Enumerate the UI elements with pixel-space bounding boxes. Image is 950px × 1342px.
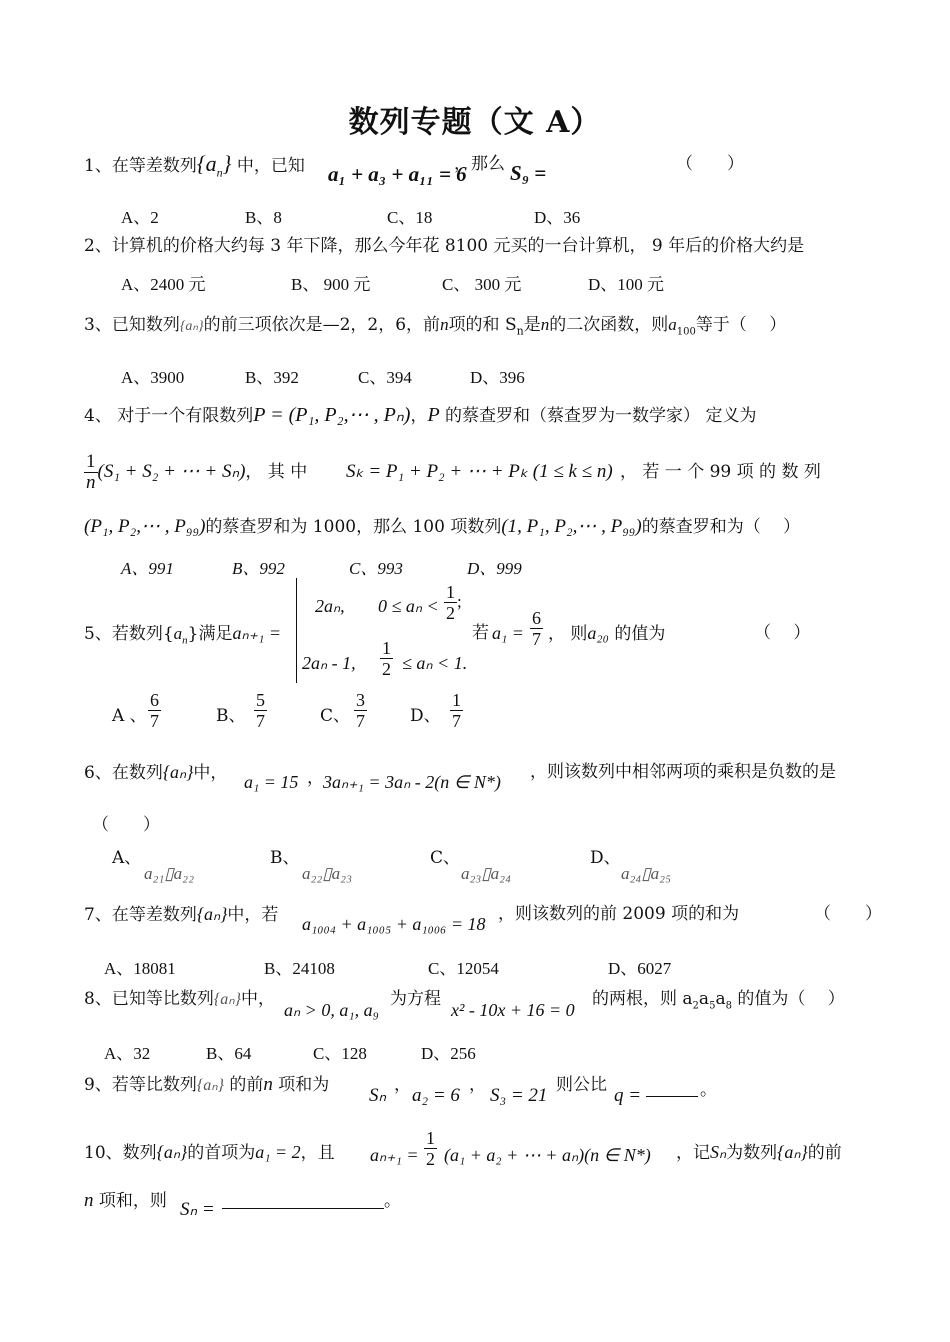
q8-option-b: B、64 [206,1044,252,1063]
q10-stem-d: ，记 [676,1143,710,1163]
q9-stem-c: 项和为 [272,1075,330,1095]
q1-seq-sub: n [216,165,223,180]
question-3 [84,313,786,344]
q5-option-c-frac [354,690,367,731]
q8-a-end: a [715,989,726,1009]
q6-option-b-expr: a₂₂▯a₂₃ [302,864,352,883]
q8-stem-d: 的两根，则 a [592,989,693,1009]
q10-tail [676,1140,842,1165]
q5-a20: a₂₀ [587,623,609,643]
q4-line1-b: ， [410,406,428,426]
q4-line2-sum: (S₁ + S₂ + ⋯ + Sₙ) [97,461,246,482]
q8-condition: aₙ > 0, a₁, a₉ [284,1000,379,1020]
q2-option-d: D、100 元 [588,275,665,294]
page-title: 数列专题（文 A） [348,105,602,140]
q5-half-frac-2 [380,638,393,679]
q5-stem-a: 5、若数列{ [84,624,174,644]
q4-line3-seq2: (1, P₁, P₂,⋯ , P₉₉) [501,516,642,537]
q5-answer-paren: （ ） [754,623,811,643]
q5-half-den-1: 2 [446,603,455,623]
q5-stem-d-text: ， 则 [548,624,588,644]
q6-stem-b: 中， [193,763,228,783]
q5-half-num-2: 1 [382,638,391,658]
q2-option-b: B、 900 元 [291,275,371,294]
q1-mid: 中，已知 [231,156,305,176]
q9-stem-a: 9、若等比数列 [84,1075,197,1095]
q3-option-d: D、396 [470,368,525,387]
q8-stem-b: 中， [241,989,275,1009]
q9-end: 。 [700,1080,717,1100]
q10-half-frac [424,1128,437,1169]
q10-seq: {aₙ} [156,1142,188,1162]
q7-option-d: D、6027 [608,959,672,978]
q8-equation: x² - 10x + 16 = 0 [451,1000,575,1020]
q10-a1: a₁ = 2 [255,1142,301,1162]
q8-sub-8: 8 [725,1000,732,1012]
q1-option-a: A、2 [121,208,159,227]
q5-option-d-num: 1 [452,690,461,710]
q2-option-a: A、2400 元 [121,275,206,294]
q5-option-a-num: 6 [150,690,159,710]
q4-line1-c: 的蔡查罗和（蔡查罗为一数学家） 定义为 [439,406,757,426]
q5-option-a-label: A 、 [112,706,147,726]
q5-case-1-cond: 0 ≤ aₙ < [378,596,439,616]
q5-option-d: D、 [410,706,441,726]
q5-case-2: 2aₙ - 1, [302,653,356,673]
q1-seq-end: } [222,151,232,176]
q5-option-d-frac-inner [450,690,463,731]
q5-an: a [173,624,183,643]
q10-lhs: aₙ₊₁ = [370,1145,419,1165]
q8-option-c: C、128 [313,1044,367,1063]
q5-option-a-frac-inner [148,690,161,731]
q8-tail [592,987,845,1018]
q5-option-b-den: 7 [256,711,265,731]
question-2: 2、计算机的价格大约每 3 年下降，那么今年花 8100 元买的一台计算机， 9 年后的价格大约是 [84,236,805,256]
q10-rhs: (a₁ + a₂ + ⋯ + aₙ)(n ∈ N*) [444,1145,651,1165]
q8-stem-e: 的值为（ ） [731,989,845,1009]
q10-stem-a: 10、数列 [84,1143,157,1163]
q6-option-c-label: C、 [430,848,461,868]
q5-stem-d [548,621,665,646]
q10-half [424,1128,437,1169]
q9-stem-d: 则公比 [556,1075,607,1095]
q6-stem-a: 6、在数列 [84,763,163,783]
q6-option-a-label: A、 [112,848,142,868]
q9-a2: a₂ = 6 [412,1085,460,1106]
q3-option-b: B、392 [245,368,299,387]
q3-stem-d: 是 [523,315,541,335]
q5-a1-num: 6 [532,608,541,628]
q10-line2-a: 项和，则 [93,1191,167,1211]
q1-mid2: ，那么 [454,154,505,174]
question-7 [84,902,278,927]
q7-option-a: A、18081 [104,959,176,978]
q7-condition: a₁₀₀₄ + a₁₀₀₅ + a₁₀₀₆ = 18 [302,914,486,934]
q5-option-b-frac [254,690,267,731]
q3-n2: n [540,315,550,334]
q8-option-a: A、32 [104,1044,151,1063]
q9-sn: Sₙ [369,1085,387,1106]
q5-semicolon: ; [457,592,462,611]
q6-cond-1: a₁ = 15 [244,772,299,792]
q3-seq: {aₙ} [179,319,204,334]
q4-line1-P2: P [427,404,440,426]
q1-option-d: D、36 [534,208,581,227]
q9-answer-blank[interactable] [646,1084,698,1108]
q5-option-c-den: 7 [356,711,365,731]
q4-frac-den: n [86,472,96,493]
question-8 [84,987,275,1012]
q3-stem-e: 的二次函数，则 [549,315,669,335]
q5-case-1: 2aₙ, [315,596,345,616]
q4-frac-num: 1 [86,451,96,472]
q4-line2-a: ， 其 中 [245,462,308,482]
q7-option-b: B、24108 [264,959,335,978]
q1-seq-a: {a [196,151,217,176]
q7-seq: {aₙ} [196,904,228,924]
q10-end: 。 [384,1191,401,1211]
q10-stem-e: 为数列 [726,1143,778,1163]
q2-option-c: C、 300 元 [442,275,522,294]
q5-case-2-cond: ≤ aₙ < 1. [402,653,468,673]
q5-half-den-2: 2 [382,659,391,679]
q10-sn: Sₙ [710,1142,727,1162]
q5-half-frac-1 [444,582,457,623]
q3-a100: a [668,315,677,334]
q10-stem-b: 的首项为 [187,1143,256,1163]
q5-option-c: C、 [320,706,351,726]
q5-stem-e: 的值为 [608,624,666,644]
q10-seq2: {aₙ} [777,1142,808,1162]
q6-option-c-expr: a₂₃▯a₂₄ [461,864,511,883]
q5-option-b-num: 5 [256,690,265,710]
q5-option-a-den: 7 [150,711,159,731]
q5-option-b: B、 [216,706,246,726]
q10-stem-c: ，且 [300,1143,335,1163]
q5-a1-frac [530,608,543,649]
q5-an-sub: n [182,634,188,647]
q3-stem-b: 的前三项依次是—2，2，6，前 [203,315,441,335]
q3-option-a: A、3900 [121,368,185,387]
question-10-line-2 [84,1189,167,1213]
q1-target: S₉ = [510,161,547,185]
q5-option-c-num: 3 [356,690,365,710]
q4-line2-sk: Sₖ = P₁ + P₂ + ⋯ + Pₖ (1 ≤ k ≤ n) [346,461,613,482]
q1-answer-paren: （ ） [676,154,744,174]
q3-sn-sub: n [516,324,524,338]
q9-sep-1: ， [394,1075,411,1095]
q5-option-a-frac [148,690,161,731]
question-4-line-1 [84,403,756,428]
q8-stem-a: 8、已知等比数列 [84,989,214,1009]
q10-half-den: 2 [426,1149,435,1169]
q6-answer-paren: （ ） [92,815,160,835]
q7-option-c: C、12054 [428,959,499,978]
q3-n: n [440,315,449,334]
q5-option-c-frac-inner [354,690,367,731]
q10-stem-f: 的前 [807,1143,842,1163]
q4-line2-b: ， 若 一 个 99 项 的 数 列 [620,462,821,482]
q10-answer-blank[interactable] [222,1196,384,1220]
q1-option-b: B、8 [245,208,282,227]
q6-stem-c: ，则该数列中相邻两项的乘积是负数的是 [530,762,836,782]
q4-option-d: D、999 [467,559,522,578]
q3-stem-f: 等于（ ） [695,315,787,335]
q6-option-d-label: D、 [590,848,621,868]
q9-q: q = [614,1085,642,1106]
question-1 [84,152,305,184]
q5-a1-frac-inner [530,608,543,649]
q4-line1-a: 4、 对于一个有限数列 [84,406,254,426]
q5-a1-den: 7 [532,629,541,649]
q10-sn-eq: Sₙ = [180,1199,215,1220]
q4-line3-b: 的蔡查罗和为（ ） [641,517,801,537]
q7-stem-a: 7、在等差数列 [84,905,197,925]
q8-stem-c: 为方程 [390,989,441,1009]
question-5 [84,621,281,652]
q9-sep-2: ， [469,1075,486,1095]
q9-blank-line[interactable] [646,1096,698,1097]
q6-option-b-label: B、 [270,848,300,868]
question-4-line-3 [84,515,800,539]
q1-seq [196,151,232,180]
q5-lhs: aₙ₊₁ = [232,623,282,643]
q5-a1: a₁ = [492,623,524,643]
q3-a100-sub: 100 [676,326,696,338]
q5-option-d-den: 7 [452,711,461,731]
question-10 [84,1140,335,1165]
q6-seq: {aₙ} [162,762,194,782]
q7-stem-c: ，则该数列的前 2009 项的和为 [498,904,740,924]
q8-a-mid: a [698,989,710,1009]
q1-condition: a₁ + a₃ + a₁₁ = 6 [328,162,467,186]
q4-line1-P: P = (P₁, P₂,⋯ , Pₙ) [253,404,411,426]
q4-option-b: B、992 [232,559,285,578]
q4-line3-a: 的蔡查罗和为 1000，那么 100 项数列 [205,517,502,537]
q1-stem: 1、在等差数列 [84,156,197,176]
q9-seq: {aₙ} [196,1077,224,1094]
q5-option-b-frac-inner [254,690,267,731]
q5-option-d-frac [450,690,463,731]
q8-seq: {aₙ} [213,991,241,1008]
question-9 [84,1073,329,1098]
question-4-line-2 [84,452,307,493]
q8-sub-5: 5 [709,1000,716,1012]
q10-half-num: 1 [426,1128,435,1148]
q3-stem-c: 项的和 S [448,315,517,335]
q6-option-a-expr: a₂₁▯a₂₂ [144,864,194,883]
q4-option-a: A、991 [121,559,174,578]
q4-frac-1-over-n [84,452,98,493]
q5-option-a [112,704,147,728]
q5-case-1-half [444,582,462,623]
q5-case-2-half [380,638,393,679]
q9-s3: S₃ = 21 [490,1085,548,1106]
q3-option-c: C、394 [358,368,412,387]
q9-stem-b: 的前 [224,1075,264,1095]
question-6 [84,760,227,785]
q6-option-d-expr: a₂₄▯a₂₅ [621,864,671,883]
q9-n: n [263,1074,273,1095]
q4-line3-seq: (P₁, P₂,⋯ , P₉₉) [84,516,206,537]
q6-cond-2: 3aₙ₊₁ = 3aₙ - 2(n ∈ N*) [323,772,501,792]
q5-half-num-1: 1 [446,582,455,602]
q6-sep: ， [307,768,324,788]
q7-answer-paren: （ ） [814,904,882,924]
q10-n: n [84,1190,94,1211]
q8-sub-2: 2 [692,1000,699,1012]
q5-stem-b: }满足 [187,624,233,644]
q7-stem-b: 中，若 [227,905,279,925]
q10-blank-line[interactable] [222,1208,384,1209]
q8-option-d: D、256 [421,1044,476,1063]
q4-option-c: C、993 [349,559,403,578]
q3-stem-a: 3、已知数列 [84,315,180,335]
q1-option-c: C、18 [387,208,433,227]
q5-stem-c: 若 [472,623,489,643]
